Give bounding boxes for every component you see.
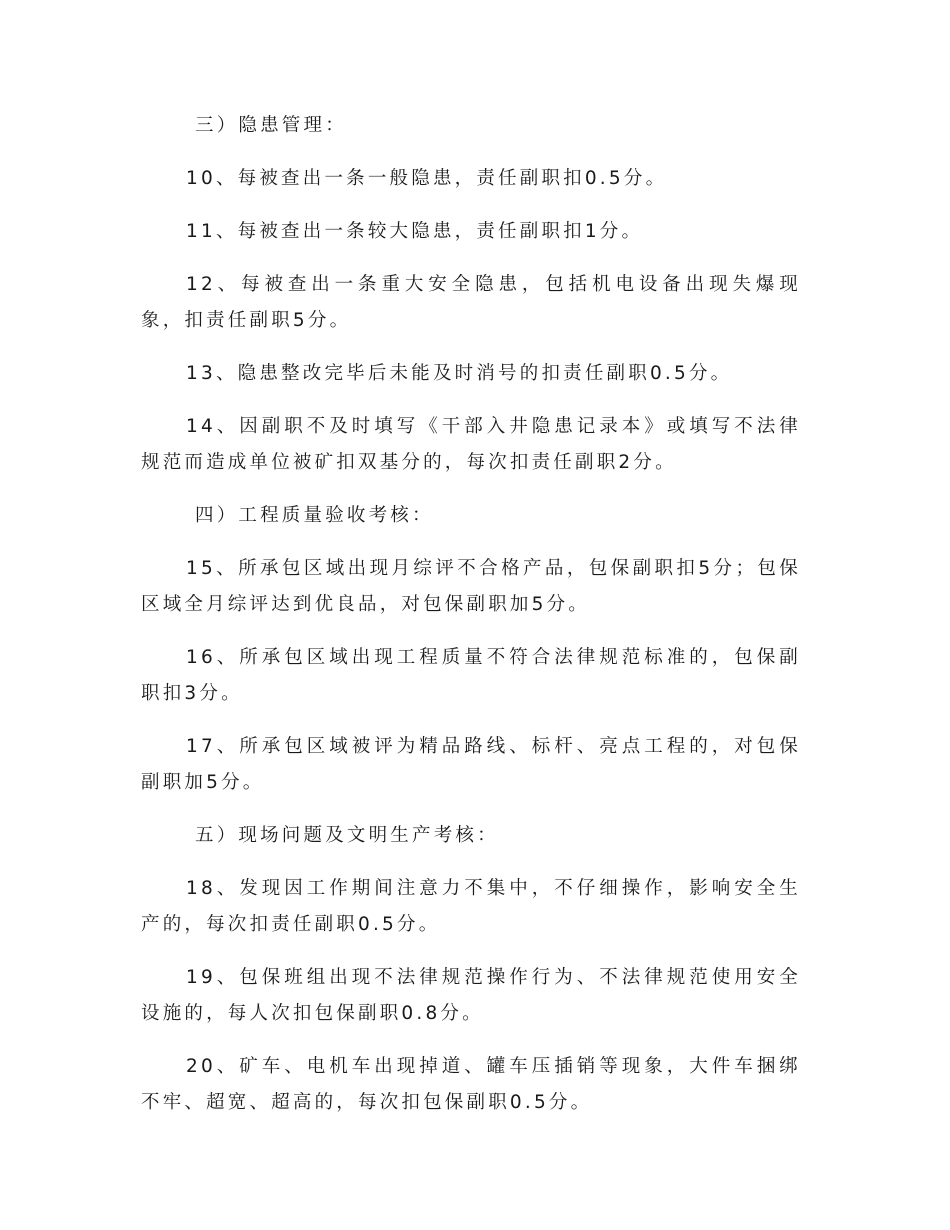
paragraph-item-11: 11、每被查出一条较大隐患，责任副职扣1分。 [186, 221, 644, 242]
paragraph-item-17: 17、所承包区域被评为精品路线、标杆、亮点工程的，对包保副职加5分。 [141, 736, 801, 793]
paragraph-item-12: 12、每被查出一条重大安全隐患，包括机电设备出现失爆现象，扣责任副职5分。 [141, 274, 801, 331]
paragraph-item-16: 16、所承包区域出现工程质量不符合法律规范标准的，包保副职扣3分。 [141, 647, 801, 704]
paragraph-item-10: 10、每被查出一条一般隐患，责任副职扣0.5分。 [186, 168, 668, 189]
paragraph-item-18: 18、发现因工作期间注意力不集中，不仔细操作，影响安全生产的，每次扣责任副职0.5分。 [141, 878, 801, 935]
paragraph-item-13: 13、隐患整改完毕后未能及时消号的扣责任副职0.5分。 [186, 363, 733, 384]
section-heading-quality-acceptance: 四）工程质量验收考核： [195, 505, 434, 526]
paragraph-item-15: 15、所承包区域出现月综评不合格产品，包保副职扣5分；包保区域全月综评达到优良品，对包保副职加5分。 [141, 558, 801, 615]
paragraph-item-19: 19、包保班组出现不法律规范操作行为、不法律规范使用安全设施的，每人次扣包保副职0.8分。 [141, 967, 801, 1024]
section-heading-site-issues: 五）现场问题及文明生产考核： [195, 825, 499, 846]
paragraph-item-14: 14、因副职不及时填写《干部入井隐患记录本》或填写不法律规范而造成单位被矿扣双基分的，每次扣责任副职2分。 [141, 416, 801, 473]
paragraph-item-20: 20、矿车、电机车出现掉道、罐车压插销等现象，大件车捆绑不牢、超宽、超高的，每次扣包保副职0.5分。 [141, 1056, 801, 1113]
section-heading-hazard-management: 三）隐患管理： [195, 115, 347, 136]
document-body [141, 108, 801, 1121]
